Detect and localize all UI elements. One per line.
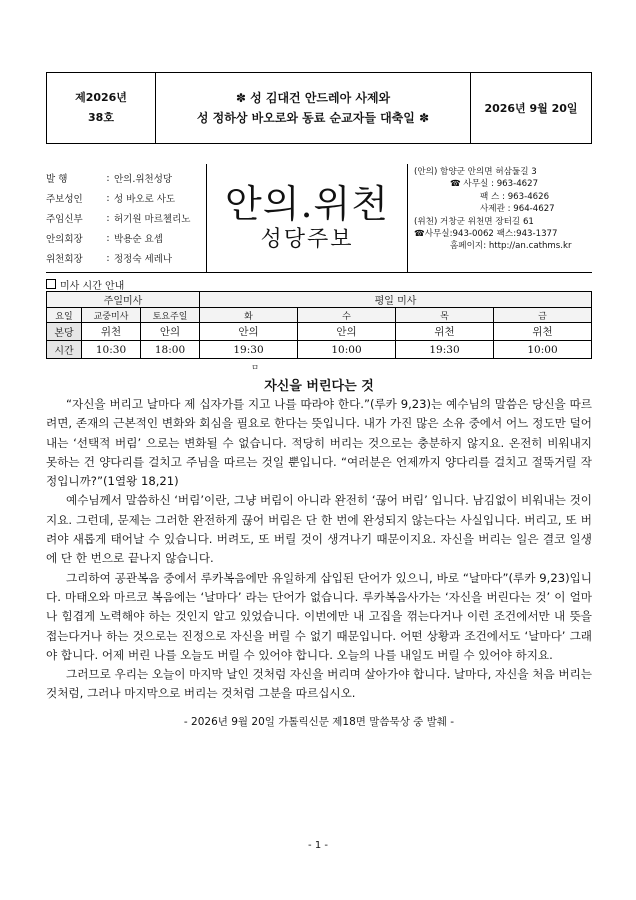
day-cell: 수	[298, 308, 396, 323]
publisher-info	[46, 164, 207, 272]
rectory-phone: 사제관 : 964-4627	[480, 204, 555, 215]
feast-title-line1: ✽ 성 김대건 안드레아 사제와	[235, 91, 391, 105]
article-paragraph: 그러므로 우리는 오늘이 마지막 날인 것처럼 자신을 버리며 살아가야 합니다. 날마다, 자신을 처음 버리는 것처럼, 그러나 마지막으로 버리는 것처럼 그분을 따르십시오.	[46, 667, 592, 701]
article-marker: ㅁ	[251, 363, 259, 372]
info-key: 주보성인	[46, 194, 83, 205]
info-line: 안의회장 : 박용순 요셉	[46, 232, 163, 245]
article-paragraph: 그리하여 공관복음 중에서 루카복음에만 유일하게 삽입된 단어가 있으니, 바로 “날마다”(루카 9,23)입니다. 마태오와 마르코 복음에는 ‘날마다’ 라는 단어가 없습니다. 루카복음사가는 ‘자신을 버린다는 것’ 이 얼마나 힘겹게 노력해야 하는 것인지 알고 있었습니다. 이번에만 내 고집을 꺾는다거나 이런 조건에서만 내 뜻을 접는다거나 하는 것으로는 진정으로 자신을 버릴 수 없기 때문입니다. 어떤 상황과 조건에서도 ‘날마다’ 그래야 합니다. 어제 버린 나를 오늘도 버릴 수 있어야 합니다. 오늘의 나를 내일도 버릴 수 있어야 하지요.	[46, 570, 592, 662]
info-line: 발 행 : 안의.위천성당	[46, 172, 173, 185]
day-cell: 화	[200, 308, 298, 323]
sunday-mass-header: 주일미사	[47, 292, 200, 308]
bulletin-page	[46, 72, 592, 729]
table-row	[47, 323, 592, 341]
time-cell: 10:30	[82, 341, 141, 359]
table-row	[47, 308, 592, 323]
place-cell: 위천	[396, 323, 494, 341]
anui-phone: ☎ 사무실 : 963-4627	[450, 179, 539, 190]
anui-address: (안의) 함양군 안의면 허삼둘길 3	[414, 167, 537, 177]
contact-info	[407, 164, 592, 272]
info-row	[46, 164, 592, 273]
day-cell: 금	[494, 308, 592, 323]
schedule-heading-label: 미사 시간 안내	[60, 280, 125, 292]
checkbox-square-icon	[46, 279, 56, 289]
page-number: - 1 -	[308, 840, 328, 851]
time-cell: 10:00	[494, 341, 592, 359]
place-cell: 안의	[141, 323, 200, 341]
table-row	[47, 292, 592, 308]
place-cell: 위천	[82, 323, 141, 341]
info-line: 주임신부 : 허기원 마르첼리노	[46, 212, 191, 225]
info-value: 허기원 마르첼리노	[114, 214, 191, 225]
wichon-address: (위천) 거창군 위천면 장터길 61	[414, 216, 534, 227]
time-cell: 18:00	[141, 341, 200, 359]
time-cell: 19:30	[200, 341, 298, 359]
info-line: 위천회장 : 정정숙 세레나	[46, 252, 173, 265]
schedule-heading	[46, 277, 592, 291]
day-cell: 목	[396, 308, 494, 323]
header-row	[46, 72, 592, 144]
info-key: 위천회장	[46, 254, 83, 265]
info-key: 주임신부	[46, 214, 83, 225]
place-cell: 안의	[298, 323, 396, 341]
masthead-subtitle: 성당주보	[260, 227, 354, 252]
issue-number	[47, 73, 156, 143]
info-key: 발 행	[46, 174, 68, 185]
day-cell: 토요주일	[141, 308, 200, 323]
issue-year: 제2026년	[75, 91, 127, 104]
table-row	[47, 341, 592, 359]
place-cell: 위천	[494, 323, 592, 341]
info-value: 안의.위천성당	[114, 174, 173, 185]
mass-schedule-table	[46, 291, 592, 359]
time-cell: 10:00	[298, 341, 396, 359]
time-cell: 19:30	[396, 341, 494, 359]
article-source: - 2026년 9월 20일 가톨릭신문 제18면 말씀묵상 중 발췌 -	[183, 715, 455, 728]
row-label: 시간	[47, 341, 82, 359]
info-value: 정정숙 세레나	[114, 254, 173, 265]
info-key: 안의회장	[46, 234, 83, 245]
wichon-phone: ☎사무실:943-0062 팩스:943-1377	[414, 229, 558, 240]
feast-title	[156, 73, 471, 143]
weekday-mass-header: 평일 미사	[200, 292, 592, 308]
row-label: 본당	[47, 323, 82, 341]
masthead-block	[207, 164, 407, 272]
homepage-link[interactable]: 홈페이지: http://an.cathms.kr	[450, 241, 572, 252]
info-value: 성 바오로 사도	[114, 194, 176, 205]
article-title: 자신을 버린다는 것	[264, 379, 374, 394]
info-value: 박용순 요셉	[114, 234, 163, 245]
anui-fax: 팩 스 : 963-4626	[480, 191, 550, 202]
masthead-title: 안의.위천	[225, 182, 389, 226]
feast-title-line2: 성 정하상 바오로와 동료 순교자들 대축일 ✽	[196, 111, 430, 125]
place-cell: 안의	[200, 323, 298, 341]
row-label: 요일	[47, 308, 82, 323]
article-paragraph: “자신을 버리고 날마다 제 십자가를 지고 나를 따라야 한다.”(루카 9,23)는 예수님의 말씀은 당신을 따르려면, 존재의 근본적인 변화와 회심을 필요로 한다는 뜻입니다. 내가 가진 많은 소유 중에서 어느 정도만 덜어내는 ‘선택적 버림’ 으로는 변화될 수 없습니다. 적당히 버리는 것으로는 충분하지 않지요. 온전히 비워내지 못하는 건 양다리를 걸치고 주님을 따르는 것일 뿐입니다. “여러분은 언제까지 양다리를 걸치고 절뚝거릴 작정입니까?”(1열왕 18,21)	[46, 397, 592, 489]
article-body	[46, 395, 592, 704]
issue-date: 2026년 9월 20일	[484, 102, 578, 115]
issue-no: 38호	[88, 111, 114, 124]
info-line: 주보성인 : 성 바오로 사도	[46, 192, 176, 205]
article-paragraph: 예수님께서 말씀하신 ‘버림’이란, 그냥 버림이 아니라 완전히 ‘끊어 버림’ 입니다. 남김없이 비워내는 것이지요. 그런데, 문제는 그러한 완전하게 끊어 버림은 단 한 번에 완성되지 않는다는 사실입니다. 버리고, 또 버려야 새롭게 태어날 수 있습니다. 버려도, 또 버릴 것이 생겨나기 때문이지요. 자신을 버리는 일은 결코 일생에 단 한 번으로 끝나지 않습니다.	[46, 493, 592, 566]
day-cell: 교중미사	[82, 308, 141, 323]
